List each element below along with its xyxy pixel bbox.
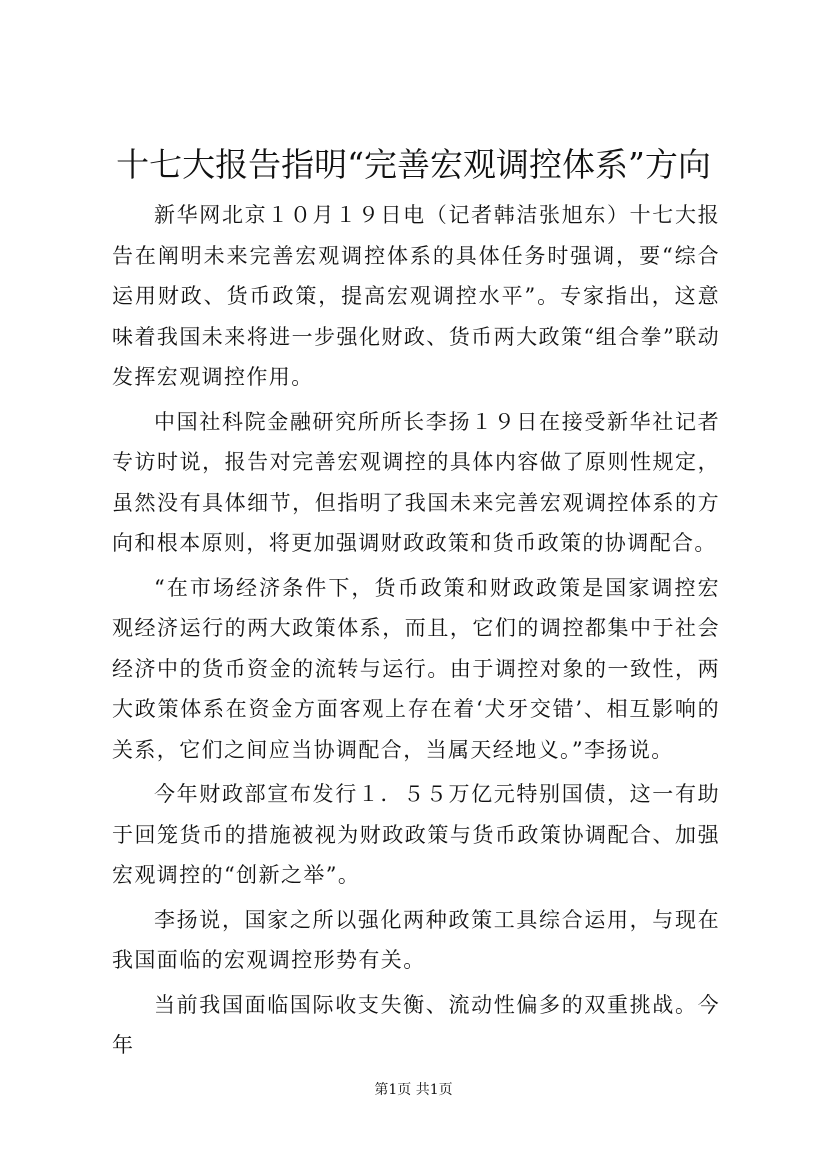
paragraph: 李扬说，国家之所以强化两种政策工具综合运用，与现在我国面临的宏观调控形势有关。 [112,907,720,972]
document-body [112,195,720,1070]
paragraph: 中国社科院金融研究所所长李扬１９日在接受新华社记者专访时说，报告对完善宏观调控的具体内容做了原则性规定，虽然没有具体细节，但指明了我国未来完善宏观调控体系的方向和根本原则，将更加强调财政政策和货币政策的协调配合。 [112,409,720,555]
paragraph: “在市场经济条件下，货币政策和财政政策是国家调控宏观经济运行的两大政策体系，而且，它们的调控都集中于社会经济中的货币资金的流转与运行。由于调控对象的一致性，两大政策体系在资金方面客观上存在着‘犬牙交错’、相互影响的关系，它们之间应当协调配合，当属天经地义。”李扬说。 [112,575,720,762]
document-title: 十七大报告指明“完善宏观调控体系”方向 [116,145,711,184]
paragraph: 今年财政部宣布发行１．５５万亿元特别国债，这一有助于回笼货币的措施被视为财政政策与货币政策协调配合、加强宏观调控的“创新之举”。 [112,782,720,887]
page-footer: 第1页 共1页 [374,1082,453,1098]
paragraph: 当前我国面临国际收支失衡、流动性偏多的双重挑战。今年 [112,992,720,1057]
paragraph: 新华网北京１０月１９日电（记者韩洁张旭东）十七大报告在阐明未来完善宏观调控体系的具体任务时强调，要“综合运用财政、货币政策，提高宏观调控水平”。专家指出，这意味着我国未来将进一步强化财政、货币两大政策“组合拳”联动发挥宏观调控作用。 [112,203,720,389]
